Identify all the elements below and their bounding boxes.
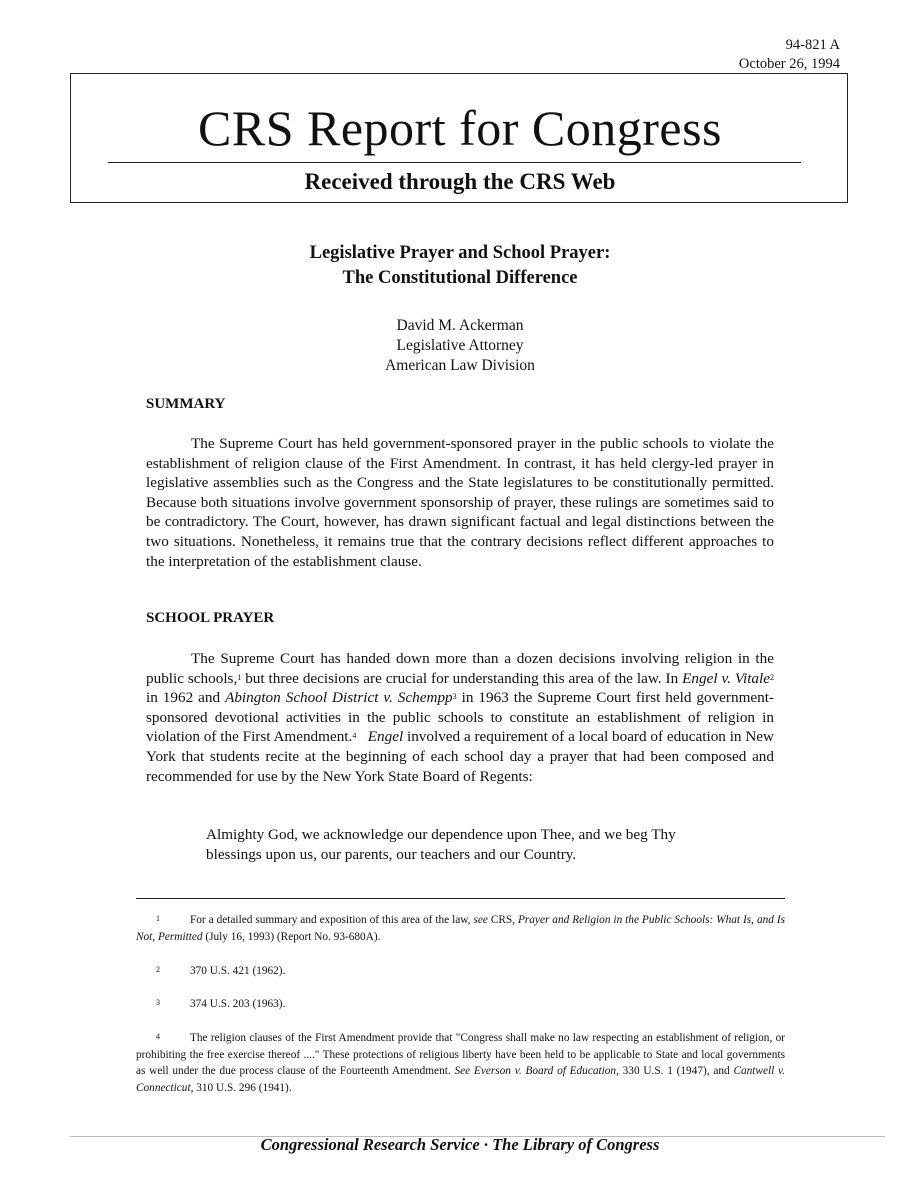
report-identifier <box>739 36 840 74</box>
footnote-marker-2: 2 <box>156 965 160 974</box>
masthead-divider <box>108 162 801 163</box>
paragraph-text: in 1963 the Supreme Court first held government-sponsored devotional activities in the public schools to constitute an establishment of religion in violation of the First Amendment. <box>146 689 774 746</box>
footnote-text: (July 16, 1993) (Report No. 93-680A). <box>202 930 381 943</box>
regents-prayer-quote <box>206 825 746 865</box>
school-prayer-paragraph <box>146 649 774 786</box>
case-name-engel: Engel <box>367 728 404 746</box>
case-name-abington-v-schempp: Abington School District v. Schempp <box>225 689 453 707</box>
document-title <box>0 241 920 291</box>
case-name-everson: Everson v. Board of Education <box>473 1065 617 1077</box>
document-title-line2: The Constitutional Difference <box>342 268 578 288</box>
report-date: October 26, 1994 <box>738 56 840 72</box>
footnote-ref-1[interactable]: 1 <box>237 672 242 682</box>
author-name: David M. Ackerman <box>396 317 524 334</box>
footnote-text: 374 U.S. 203 (1963). <box>190 998 286 1010</box>
footnote-ref-2[interactable]: 2 <box>769 672 774 682</box>
page-footer: Congressional Research Service · The Library of Congress <box>260 1135 660 1154</box>
footnote-ref-3[interactable]: 3 <box>452 692 457 702</box>
footnote-marker-1: 1 <box>156 914 160 923</box>
footnote-1 <box>136 912 785 945</box>
footnote-text: The religion clauses of the First Amendment provide that "Congress shall make no law respecting an establishment of religion, or prohibiting the free exercise thereof ...." These protections of religious liberty have been held to be applicable to State and local governments as well under the due process clause of the Fourteenth Amendment. <box>136 1032 785 1077</box>
document-title-line1: Legislative Prayer and School Prayer: <box>309 243 611 263</box>
footnote-text: 370 U.S. 421 (1962). <box>190 965 286 977</box>
summary-paragraph: The Supreme Court has held government-sponsored prayer in the public schools to violate the establishment of religion clause of the First Amendment. In contrast, it has held clergy-led prayer in legislative assemblies such as the Congress and the State legislatures to be constitutionally permitted. Because both situations involve government sponsorship of prayer, these rulings are sometimes said to be contradictory. The Court, however, has drawn significant factual and legal distinctions between the two situations. Nonetheless, it remains true that the contrary decisions reflect different approaches to the interpretation of the establishment clause. <box>146 435 774 570</box>
footnote-4 <box>136 1030 785 1096</box>
case-name-engel-v-vitale: Engel v. Vitale <box>682 669 770 687</box>
paragraph-text: but three decisions are crucial for understanding this area of the law. In <box>241 669 683 687</box>
footnote-text: , 310 U.S. 296 (1941). <box>190 1081 292 1094</box>
footnote-marker-3: 3 <box>156 998 160 1007</box>
case-name-cantwell: Cantwell v. Connecticut <box>136 1065 786 1094</box>
footnote-marker-4: 4 <box>156 1032 160 1041</box>
footnote-3 <box>136 996 785 1013</box>
footnote-2 <box>136 963 785 980</box>
footnote-ref-4[interactable]: 4 <box>352 731 357 741</box>
quote-line-2: blessings upon us, our parents, our teachers and our Country. <box>206 846 577 863</box>
paragraph-text: involved a requirement of a local board of education in New York that students recite at the beginning of each school day a prayer that had been composed and recommended for use by the New York State Board of Regents: <box>146 728 774 785</box>
author-block <box>0 316 920 376</box>
school-prayer-heading: SCHOOL PRAYER <box>146 610 275 626</box>
footnote-report-title: Prayer and Religion in the Public Schools: What Is, and Is Not, Permitted <box>136 914 786 943</box>
paragraph-text: in 1962 and <box>146 689 226 707</box>
footnote-text: , 330 U.S. 1 (1947), and <box>616 1065 734 1077</box>
report-number: 94-821 A <box>785 37 840 53</box>
author-position: Legislative Attorney <box>396 337 524 354</box>
author-division: American Law Division <box>385 357 535 374</box>
footnote-divider <box>136 898 785 899</box>
footnote-text: CRS, <box>487 914 518 926</box>
footnote-signal: See <box>454 1065 471 1077</box>
summary-heading: SUMMARY <box>146 396 226 412</box>
paragraph-text: The Supreme Court has handed down more than a dozen decisions involving religion in the public schools, <box>146 650 774 687</box>
masthead-title: CRS Report for Congress <box>198 100 722 156</box>
footnote-text: For a detailed summary and exposition of this area of the law, <box>190 914 474 926</box>
masthead-subtitle: Received through the CRS Web <box>304 169 616 194</box>
quote-line-1: Almighty God, we acknowledge our dependence upon Thee, and we beg Thy <box>206 826 676 843</box>
footnote-signal: see <box>473 914 488 926</box>
